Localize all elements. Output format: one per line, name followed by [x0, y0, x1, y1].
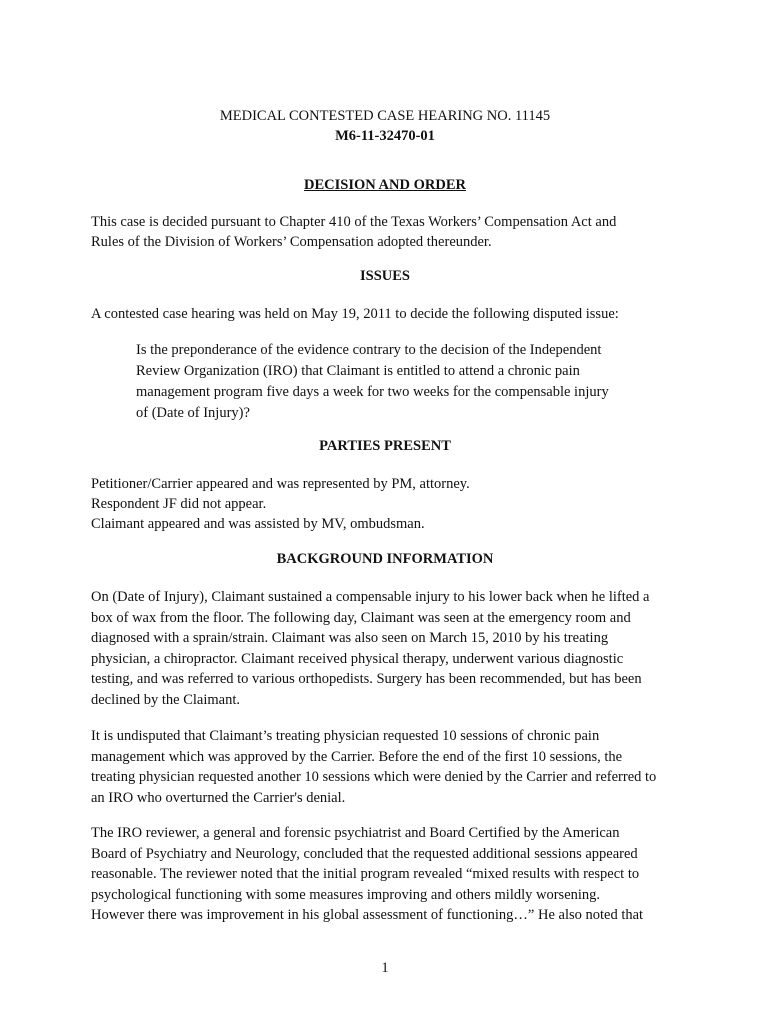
issue-question-line: of (Date of Injury)? — [136, 405, 250, 421]
intro-line: Rules of the Division of Workers’ Compensation adopted thereunder. — [91, 234, 492, 250]
issue-question-line: management program five days a week for two weeks for the compensable injury — [136, 384, 609, 400]
decision-heading: DECISION AND ORDER — [304, 177, 466, 193]
party-line: Claimant appeared and was assisted by MV, ombudsman. — [91, 516, 425, 532]
background-heading: BACKGROUND INFORMATION — [276, 551, 494, 567]
background-line: declined by the Claimant. — [91, 692, 240, 708]
background-line: diagnosed with a sprain/strain. Claimant was also seen on March 15, 2010 by his treating — [91, 630, 609, 646]
background-line: Board of Psychiatry and Neurology, concluded that the requested additional sessions appeared — [91, 846, 638, 862]
party-line: Petitioner/Carrier appeared and was represented by PM, attorney. — [91, 476, 470, 492]
background-line: physician, a chiropractor. Claimant received physical therapy, underwent various diagnostic — [91, 651, 624, 667]
background-line: management which was approved by the Carrier. Before the end of the first 10 sessions, the — [91, 749, 623, 765]
background-line: It is undisputed that Claimant’s treating physician requested 10 sessions of chronic pain — [91, 728, 600, 744]
background-line: box of wax from the floor. The following day, Claimant was seen at the emergency room and — [91, 610, 631, 626]
issue-question-line: Is the preponderance of the evidence contrary to the decision of the Independent — [136, 342, 602, 358]
background-line: reasonable. The reviewer noted that the initial program revealed “mixed results with respect to — [91, 866, 640, 882]
parties-heading: PARTIES PRESENT — [319, 438, 451, 454]
intro-line: This case is decided pursuant to Chapter 410 of the Texas Workers’ Compensation Act and — [91, 214, 617, 230]
page-number: 1 — [381, 960, 389, 976]
case-number: M6-11-32470-01 — [335, 128, 435, 144]
background-line: However there was improvement in his global assessment of functioning…” He also noted that — [91, 907, 644, 923]
background-line: testing, and was referred to various orthopedists. Surgery has been recommended, but has been — [91, 671, 642, 687]
background-line: The IRO reviewer, a general and forensic psychiatrist and Board Certified by the American — [91, 825, 620, 841]
background-line: psychological functioning with some measures improving and others mildly worsening. — [91, 887, 601, 903]
background-line: On (Date of Injury), Claimant sustained a compensable injury to his lower back when he lifted a — [91, 589, 650, 605]
issues-lead: A contested case hearing was held on May 19, 2011 to decide the following disputed issue: — [91, 306, 619, 322]
issue-question-line: Review Organization (IRO) that Claimant is entitled to attend a chronic pain — [136, 363, 580, 379]
background-line: an IRO who overturned the Carrier's denial. — [91, 790, 346, 806]
issues-heading: ISSUES — [360, 268, 410, 284]
background-line: treating physician requested another 10 sessions which were denied by the Carrier and referred to — [91, 769, 657, 785]
party-line: Respondent JF did not appear. — [91, 496, 267, 512]
case-title: MEDICAL CONTESTED CASE HEARING NO. 11145 — [219, 108, 551, 124]
